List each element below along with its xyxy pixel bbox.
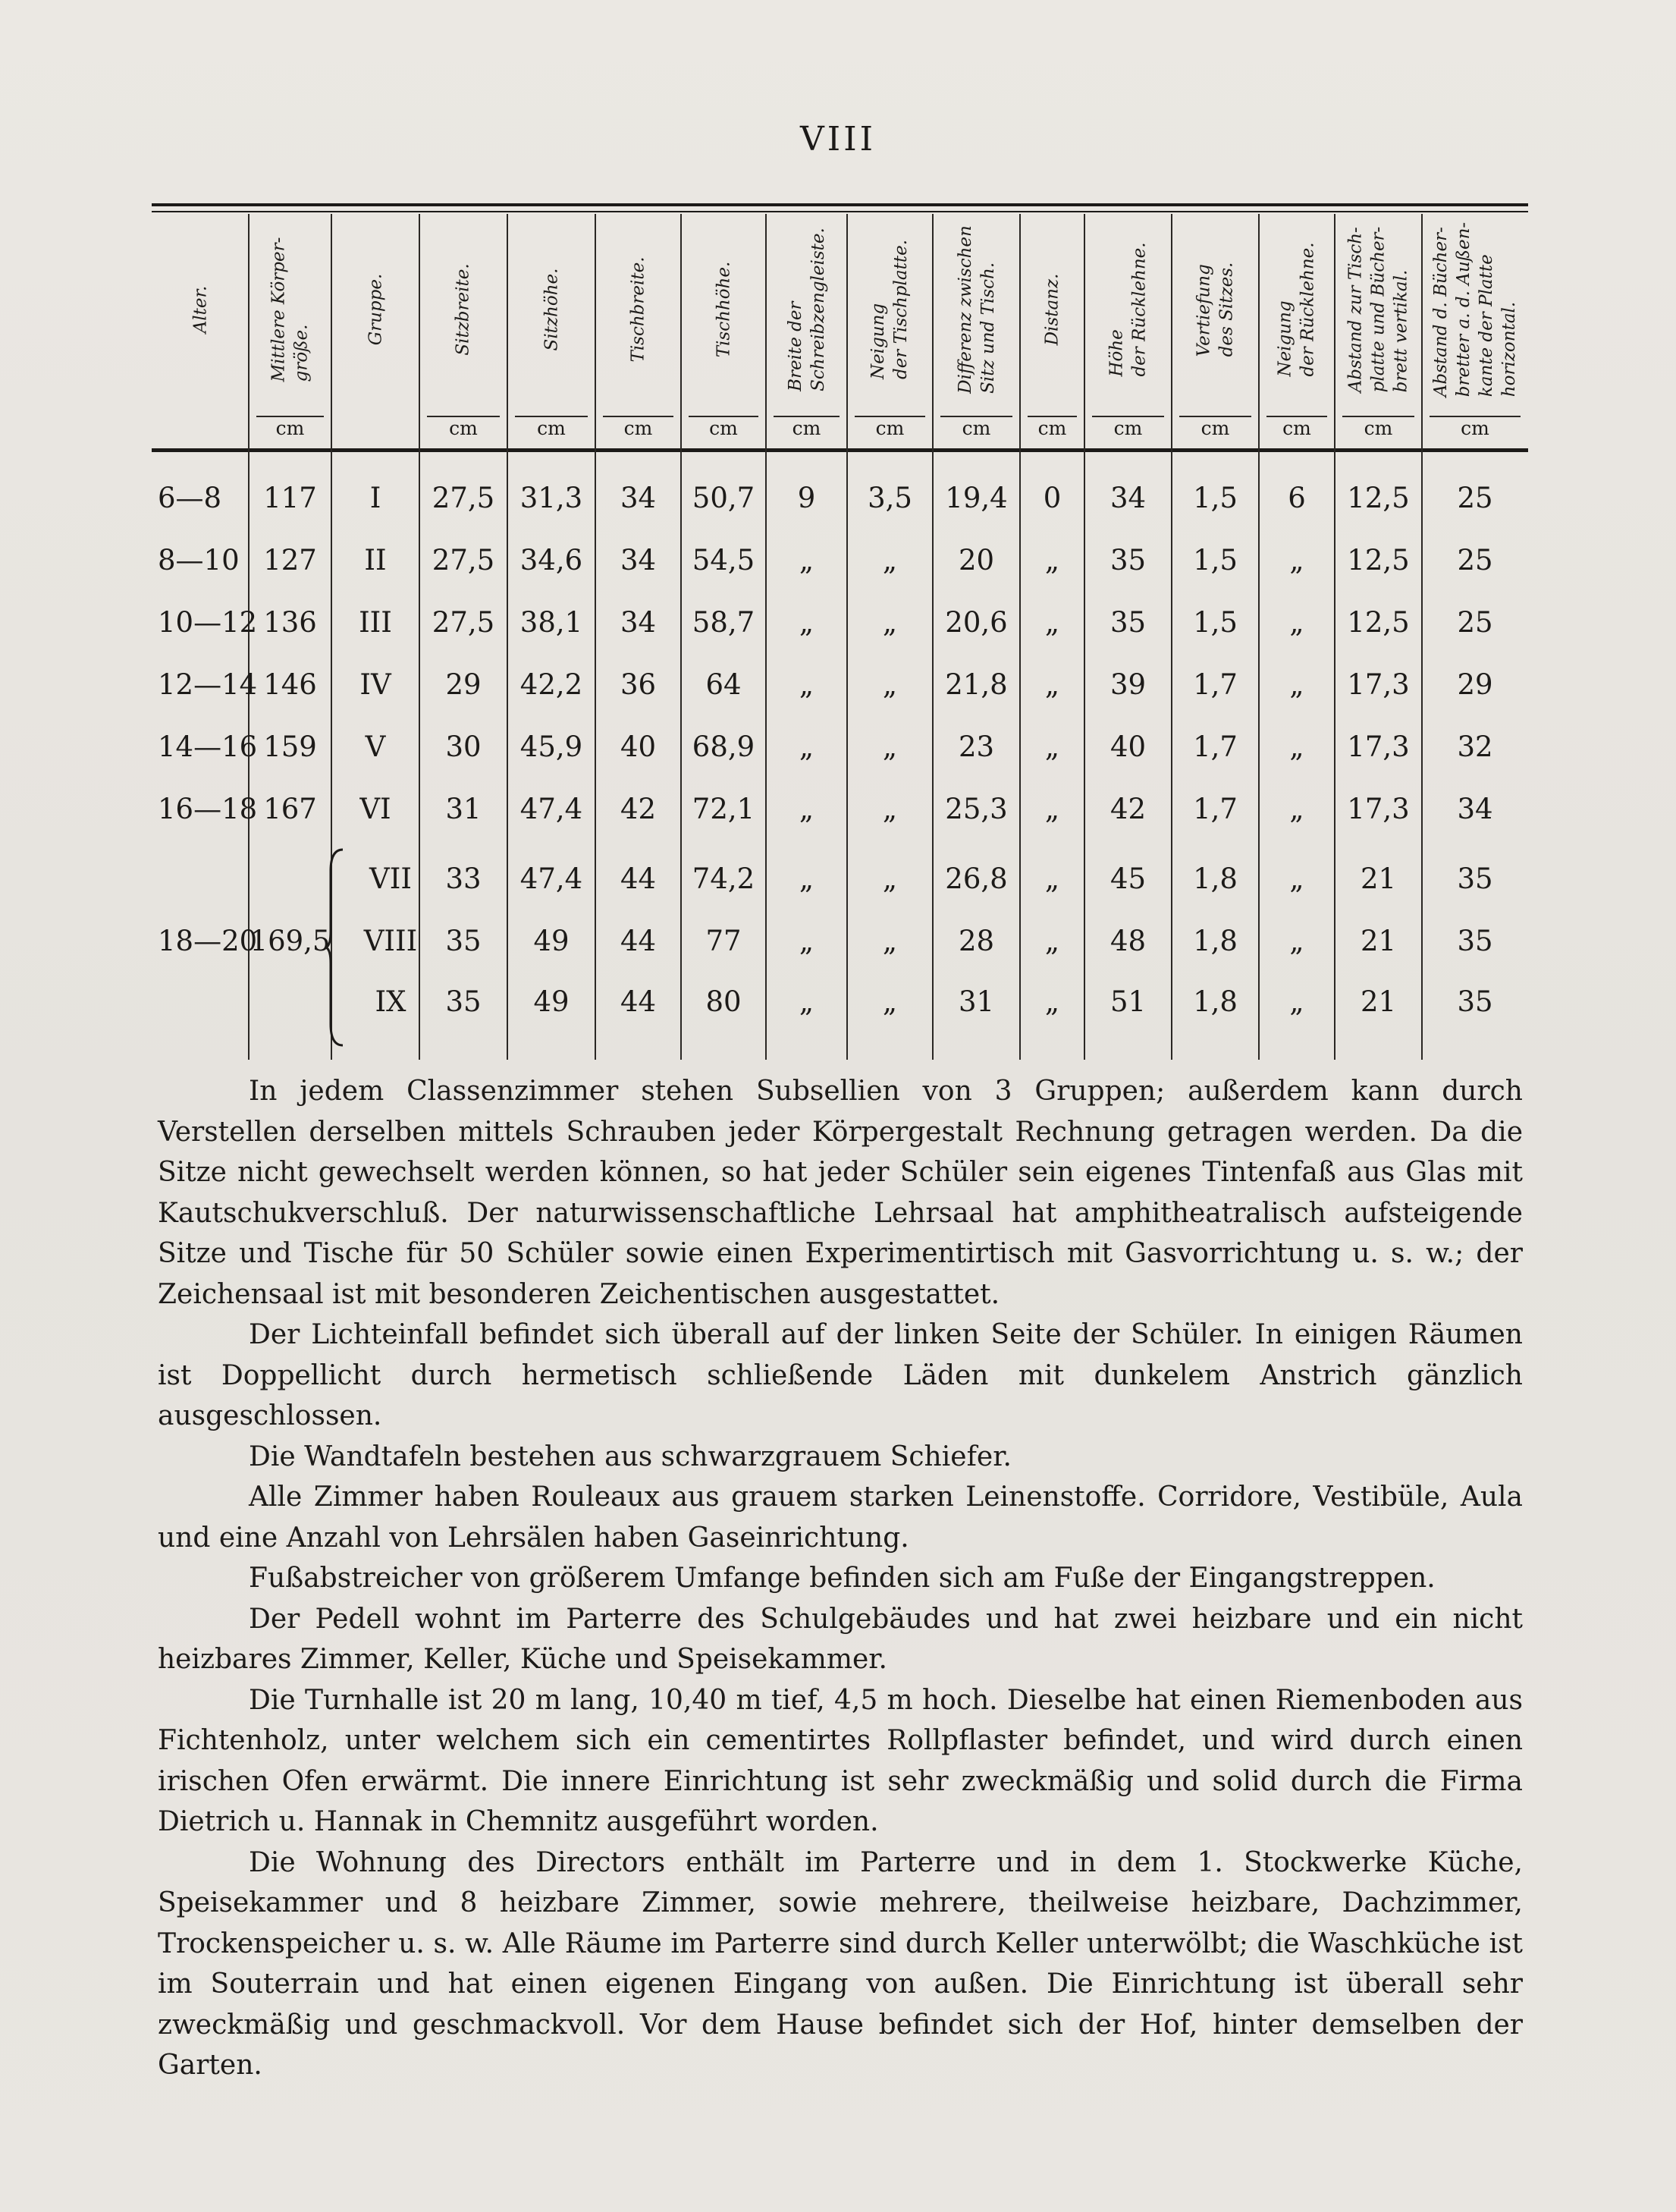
table-header-rule	[152, 448, 1528, 452]
table-cell: 20	[958, 544, 995, 577]
unit-label: cm	[709, 417, 738, 439]
table-cell: 31	[445, 793, 482, 825]
table-cell: IV	[359, 668, 391, 701]
column-header: Mittlere Körper- größe.	[268, 237, 312, 382]
table-cell: I	[369, 482, 381, 514]
table-cell: „	[799, 731, 814, 763]
table-cell: 35	[1109, 544, 1147, 577]
table-cell: „	[882, 793, 898, 825]
table-cell: 42	[620, 793, 657, 825]
unit-label: cm	[1201, 417, 1230, 439]
table-cell: 169,5	[250, 925, 331, 957]
table-cell: „	[1044, 985, 1060, 1018]
table-cell: 12,5	[1347, 544, 1410, 577]
table-cell: 38,1	[519, 606, 583, 639]
unit-label: cm	[275, 417, 305, 439]
table-cell: 20,6	[945, 606, 1008, 639]
table-cell: 159	[263, 731, 317, 763]
unit-rule	[427, 416, 500, 417]
table-cell: 8—10	[158, 544, 240, 577]
table-cell: 54,5	[692, 544, 755, 577]
paragraph: Die Turnhalle ist 20 m lang, 10,40 m tief, 4,5 m hoch. Dieselbe hat einen Riemenboden aus Fichtenholz, unter welchem sich ein cementirtes Rollpflaster befindet, und wird durch einen irischen Ofen erwärmt. Die innere Einrichtung ist sehr zweckmäßig und solid durch die Firma Dietrich u. Hannak in Chemnitz ausgeführt worden.	[158, 1684, 1523, 1837]
column-header: Sitzbreite.	[454, 263, 474, 356]
table-cell: „	[1289, 925, 1304, 957]
table-cell: 25	[1457, 544, 1493, 577]
table-cell: 26,8	[945, 862, 1008, 895]
table-cell: 1,5	[1193, 482, 1238, 514]
table-cell: 80	[705, 985, 742, 1018]
table-cell: II	[364, 544, 387, 577]
table-cell: 19,4	[945, 482, 1008, 514]
unit-label: cm	[1037, 417, 1067, 439]
table-cell: „	[1044, 925, 1060, 957]
column-header: Vertiefung des Sitzes.	[1194, 262, 1237, 357]
table-cell: 44	[620, 862, 657, 895]
table-cell: 40	[620, 731, 657, 763]
table-cell: 3,5	[868, 482, 912, 514]
table-cell: 16—18	[158, 793, 258, 825]
table-cell: 14—16	[158, 731, 258, 763]
table-cell: 40	[1109, 731, 1147, 763]
table-cell: 35	[1457, 862, 1493, 895]
table-cell: 32	[1457, 731, 1493, 763]
paragraph: Die Wandtafeln bestehen aus schwarzgrauem Schiefer.	[249, 1441, 1012, 1472]
column-header: Distanz.	[1042, 273, 1062, 346]
table-cell: 9	[797, 482, 816, 514]
table-cell: 136	[263, 606, 317, 639]
table-cell: „	[1289, 668, 1304, 701]
unit-rule	[1266, 416, 1327, 417]
table-cell: „	[882, 606, 898, 639]
table-cell: 27,5	[432, 544, 495, 577]
table-cell: 47,4	[519, 793, 583, 825]
table-cell: 117	[263, 482, 317, 514]
unit-rule	[1179, 416, 1251, 417]
unit-rule	[1028, 416, 1077, 417]
table-cell: 34	[620, 482, 657, 514]
table-cell: VI	[359, 793, 391, 825]
table-cell: 42,2	[519, 668, 583, 701]
table-cell: 25	[1457, 482, 1493, 514]
table-cell: 21	[1360, 985, 1397, 1018]
table-cell: 51	[1109, 985, 1147, 1018]
table-cell: 21,8	[945, 668, 1008, 701]
column-header: Sitzhöhe.	[541, 268, 561, 351]
table-cell: „	[799, 985, 814, 1018]
unit-label: cm	[875, 417, 905, 439]
table-cell: 0	[1043, 482, 1062, 514]
table-cell: „	[882, 731, 898, 763]
table-cell: 42	[1109, 793, 1147, 825]
unit-label: cm	[537, 417, 566, 439]
table-cell: „	[882, 925, 898, 957]
column-header: Tischbreite.	[628, 256, 648, 363]
paragraph: In jedem Classenzimmer stehen Subsellien von 3 Gruppen; außerdem kann durch Verstellen derselben mittels Schrauben jeder Körpergestalt Rechnung getragen werden. Da die Sitze nicht gewechselt werden können, so hat jeder Schüler sein eigenes Tintenfaß aus Glas mit Kautschukverschluß. Der naturwissenschaftliche Lehrsaal hat amphitheatralisch aufsteigende Sitze und Tische für 50 Schüler sowie einen Experimentirtisch mit Gasvorrichtung u. s. w.; der Zeichensaal ist mit besonderen Zeichentischen ausgestattet.	[158, 1076, 1523, 1310]
unit-label: cm	[449, 417, 478, 439]
table-cell: 1,5	[1193, 606, 1238, 639]
unit-label: cm	[623, 417, 653, 439]
table-cell: „	[799, 793, 814, 825]
table-cell: 58,7	[692, 606, 755, 639]
table-cell: 27,5	[432, 482, 495, 514]
unit-rule	[689, 416, 758, 417]
column-header: Alter.	[190, 285, 210, 334]
table-cell: 31,3	[519, 482, 583, 514]
table-cell: 29	[1457, 668, 1493, 701]
table-cell: 74,2	[692, 862, 755, 895]
unit-rule	[515, 416, 588, 417]
table-cell: 23	[958, 731, 995, 763]
table-cell: 35	[1457, 985, 1493, 1018]
table-cell: „	[1289, 793, 1304, 825]
body-text	[158, 1071, 1523, 2086]
table-cell: 72,1	[692, 793, 755, 825]
table-cell: „	[1289, 862, 1304, 895]
table-cell: 34	[1109, 482, 1147, 514]
column-header: Breite der Schreibzengleiste.	[785, 228, 828, 391]
table-cell: „	[799, 544, 814, 577]
table-cell: 21	[1360, 862, 1397, 895]
table-cell: 31	[958, 985, 995, 1018]
table-cell: V	[365, 731, 386, 763]
column-header: Neigung der Tischplatte.	[868, 239, 912, 380]
table-cell: 77	[705, 925, 742, 957]
unit-rule	[1342, 416, 1414, 417]
table-cell: 1,7	[1193, 793, 1238, 825]
table-cell: „	[1289, 731, 1304, 763]
table-cell: 18—20	[158, 925, 258, 957]
table-cell: 167	[263, 793, 317, 825]
table-cell: 30	[445, 731, 482, 763]
column-header: Abstand zur Tisch- platte und Bücher- brett vertikal.	[1345, 226, 1411, 393]
unit-label: cm	[1364, 417, 1393, 439]
table-cell: 44	[620, 985, 657, 1018]
paragraph: Alle Zimmer haben Rouleaux aus grauem starken Leinenstoffe. Corridore, Vestibüle, Aula und eine Anzahl von Lehrsälen haben Gaseinrichtung.	[158, 1481, 1523, 1554]
table-cell: „	[1044, 862, 1060, 895]
table-cell: 35	[445, 985, 482, 1018]
table-cell: „	[1044, 793, 1060, 825]
table-cell: 1,7	[1193, 668, 1238, 701]
table-cell: 34	[1457, 793, 1493, 825]
table-cell: „	[882, 985, 898, 1018]
unit-label: cm	[1113, 417, 1143, 439]
table-cell: 34,6	[519, 544, 583, 577]
table-cell: 28	[958, 925, 995, 957]
table-cell: VIII	[363, 925, 418, 957]
unit-label: cm	[1461, 417, 1489, 439]
table-cell: 68,9	[692, 731, 755, 763]
table-cell: „	[1044, 606, 1060, 639]
table-cell: 50,7	[692, 482, 755, 514]
table-cell: III	[359, 606, 392, 639]
table-cell: „	[1044, 731, 1060, 763]
table-cell: 17,3	[1347, 668, 1410, 701]
table-cell: 6—8	[158, 482, 222, 514]
column-header: Gruppe.	[366, 273, 385, 346]
table-cell: „	[1289, 544, 1304, 577]
unit-rule	[940, 416, 1012, 417]
unit-label: cm	[962, 417, 991, 439]
table-cell: 64	[705, 668, 742, 701]
table-cell: 6	[1288, 482, 1306, 514]
table-cell: „	[882, 668, 898, 701]
table-cell: 35	[445, 925, 482, 957]
table-cell: 12,5	[1347, 482, 1410, 514]
table-cell: 29	[445, 668, 482, 701]
paragraph: Die Wohnung des Directors enthält im Parterre und in dem 1. Stockwerke Küche, Speisekammer und 8 heizbare Zimmer, sowie mehrere, theilweise heizbare, Dachzimmer, Trockenspeicher u. s. w. Alle Räume im Parterre sind durch Keller unterwölbt; die Waschküche ist im Souterrain und hat einen eigenen Eingang von außen. Die Einrichtung ist überall sehr zweckmäßig und geschmackvoll. Vor dem Hause befindet sich der Hof, hinter demselben der Garten.	[158, 1846, 1523, 2081]
table-cell: 146	[263, 668, 317, 701]
table-cell: „	[1289, 606, 1304, 639]
unit-rule	[855, 416, 925, 417]
table-cell: 34	[620, 606, 657, 639]
table-cell: 1,8	[1193, 985, 1238, 1018]
table-cell: 35	[1457, 925, 1493, 957]
table-cell: „	[1044, 668, 1060, 701]
paragraph: Fußabstreicher von größerem Umfange befinden sich am Fuße der Eingangstreppen.	[249, 1563, 1436, 1594]
table-cell: „	[1289, 985, 1304, 1018]
table-cell: 36	[620, 668, 657, 701]
table-cell: 34	[620, 544, 657, 577]
table-cell: „	[799, 606, 814, 639]
table-cell: 10—12	[158, 606, 258, 639]
column-header: Differenz zwischen Sitz und Tisch.	[955, 225, 998, 394]
table-cell: 25	[1457, 606, 1493, 639]
table-cell: IX	[375, 985, 406, 1018]
paragraph: Der Lichteinfall befindet sich überall auf der linken Seite der Schüler. In einigen Räumen ist Doppellicht durch hermetisch schließende Läden mit dunkelem Anstrich gänzlich ausgeschlossen.	[158, 1319, 1523, 1431]
unit-rule	[1430, 416, 1521, 417]
table-cell: VII	[369, 862, 412, 895]
table-cell: 25,3	[945, 793, 1008, 825]
unit-label: cm	[792, 417, 821, 439]
table-cell: 127	[263, 544, 317, 577]
unit-rule	[256, 416, 324, 417]
unit-label: cm	[1282, 417, 1311, 439]
table-cell: 39	[1109, 668, 1147, 701]
table-cell: 1,8	[1193, 925, 1238, 957]
table-cell: 44	[620, 925, 657, 957]
table-cell: 1,8	[1193, 862, 1238, 895]
page-number: VIII	[800, 120, 876, 159]
table-cell: 49	[533, 985, 570, 1018]
table-cell: 1,7	[1193, 731, 1238, 763]
table-cell: 27,5	[432, 606, 495, 639]
table-cell: „	[799, 668, 814, 701]
table-cell: 21	[1360, 925, 1397, 957]
table-cell: „	[799, 862, 814, 895]
column-header: Tischhöhe.	[714, 261, 733, 358]
table-cell: 33	[445, 862, 482, 895]
unit-rule	[774, 416, 840, 417]
table-top-rule-thin	[152, 211, 1528, 212]
table-cell: 1,5	[1193, 544, 1238, 577]
table-cell: 17,3	[1347, 793, 1410, 825]
table-cell: 17,3	[1347, 731, 1410, 763]
table-cell: 49	[533, 925, 570, 957]
table-cell: „	[1044, 544, 1060, 577]
column-header: Abstand d. Bücher- bretter a. d. Außen- kante der Platte horizontal.	[1431, 222, 1519, 397]
paragraph: Der Pedell wohnt im Parterre des Schulgebäudes und hat zwei heizbare und ein nicht heizbares Zimmer, Keller, Küche und Speisekammer.	[158, 1603, 1523, 1675]
unit-rule	[603, 416, 673, 417]
table-top-rule	[152, 203, 1528, 206]
table-cell: 12,5	[1347, 606, 1410, 639]
table-cell: 47,4	[519, 862, 583, 895]
unit-rule	[1092, 416, 1164, 417]
table-cell: 45	[1109, 862, 1147, 895]
column-header: Neigung der Rücklehne.	[1276, 242, 1319, 377]
table-cell: 45,9	[519, 731, 583, 763]
table-cell: 12—14	[158, 668, 258, 701]
group-brace	[325, 848, 346, 1047]
table-cell: „	[882, 862, 898, 895]
table-cell: 48	[1109, 925, 1147, 957]
table-cell: „	[799, 925, 814, 957]
table-cell: 35	[1109, 606, 1147, 639]
column-header: Höhe der Rücklehne.	[1106, 242, 1150, 377]
table-cell: „	[882, 544, 898, 577]
